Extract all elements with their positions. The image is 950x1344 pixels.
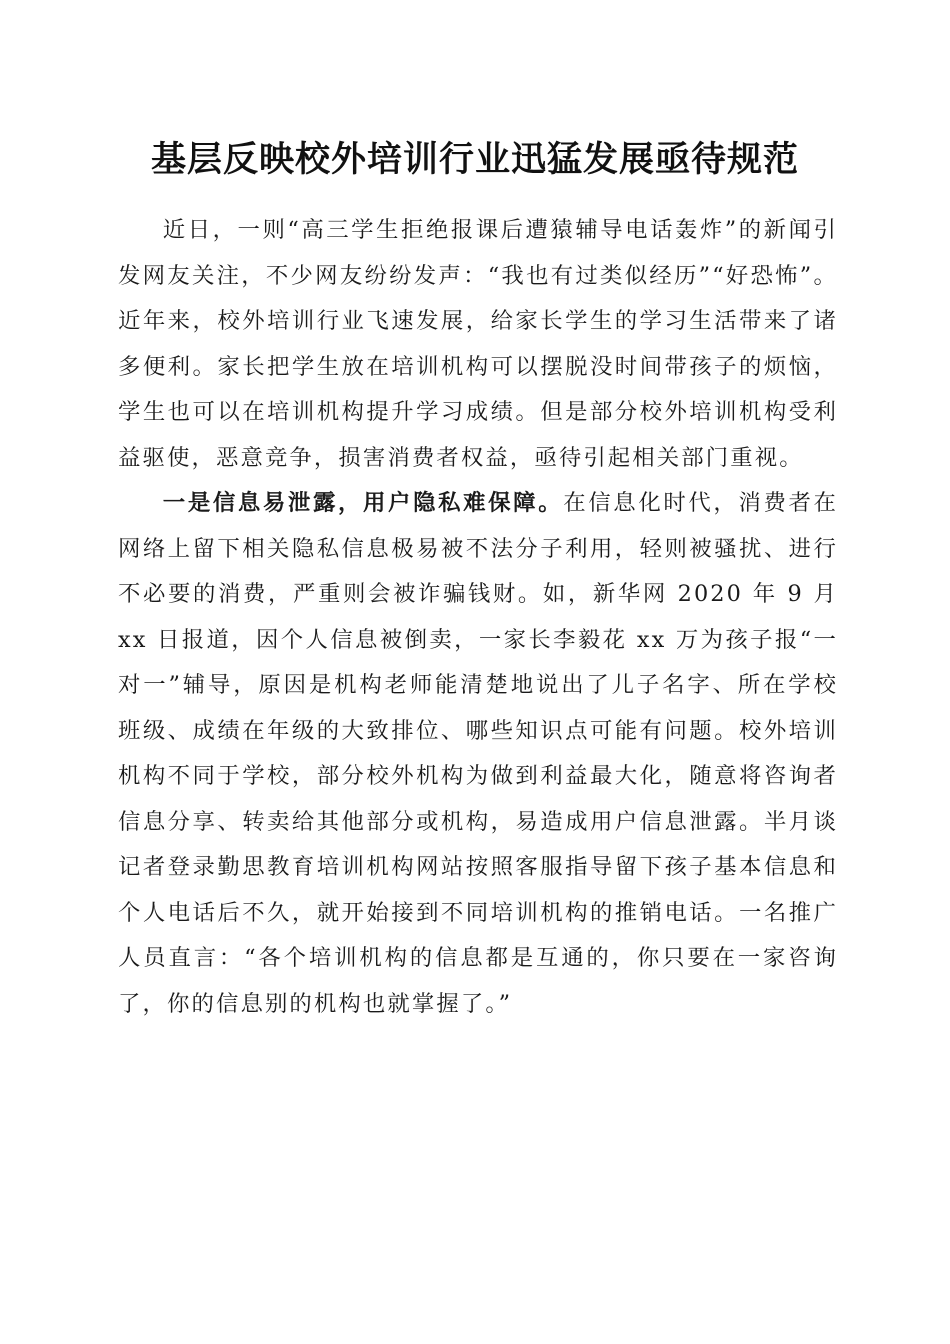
paragraph-intro-text: 近日，一则“高三学生拒绝报课后遭猿辅导电话轰炸”的新闻引发网友关注，不少网友纷纷发声：“我也有过类似经历”“好恐怖”。近年来，校外培训行业飞速发展，给家长学生的学习生活带来了诸多便利。家长把学生放在培训机构可以摆脱没时间带孩子的烦恼，学生也可以在培训机构提升学习成绩。但是部分校外培训机构受利益驱使，恶意竞争，损害消费者权益，亟待引起相关部门重视。 — [118, 217, 838, 471]
paragraph-point-one — [118, 481, 838, 1027]
document-body — [118, 208, 838, 1027]
paragraph-intro — [118, 208, 838, 481]
document-title: 基层反映校外培训行业迅猛发展亟待规范 — [150, 139, 799, 180]
paragraph-point-one-lead: 一是信息易泄露，用户隐私难保障。 — [162, 490, 564, 516]
paragraph-point-one-text: 在信息化时代，消费者在网络上留下相关隐私信息极易被不法分子利用，轻则被骚扰、进行不必要的消费，严重则会被诈骗钱财。如，新华网 2020 年 9 月 xx 日报道，因个人信息被倒卖，一家长李毅花 xx 万为孩子报“一对一”辅导，原因是机构老师能清楚地说出了儿子名字、所在学校班级、成绩在年级的大致排位、哪些知识点可能有问题。校外培训机构不同于学校，部分校外机构为做到利益最大化，随意将咨询者信息分享、转卖给其他部分或机构，易造成用户信息泄露。半月谈记者登录勤思教育培训机构网站按照客服指导留下孩子基本信息和个人电话后不久，就开始接到不同培训机构的推销电话。一名推广人员直言：“各个培训机构的信息都是互通的，你只要在一家咨询了，你的信息别的机构也就掌握了。” — [118, 490, 838, 1017]
